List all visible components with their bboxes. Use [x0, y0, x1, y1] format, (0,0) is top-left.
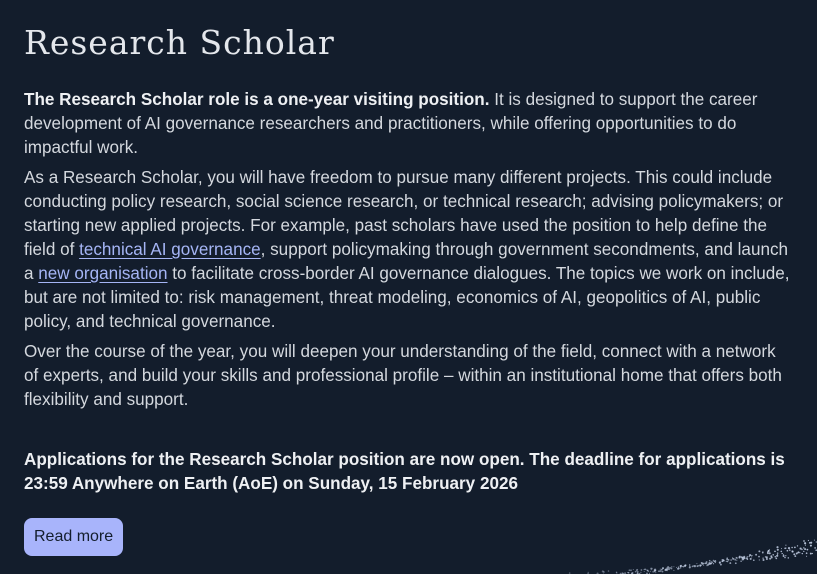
decorative-dot-pattern	[567, 529, 817, 574]
intro-paragraph	[24, 88, 794, 160]
intro-bold-text: The Research Scholar role is a one-year visiting position.	[24, 90, 490, 109]
page-title: Research Scholar	[24, 23, 335, 62]
development-paragraph: Over the course of the year, you will deepen your understanding of the field, connect with a network of experts, and build your skills and professional profile – within an institutional home that offers both flexibility and support.	[24, 342, 782, 409]
projects-text-3: to facilitate cross-border AI governance dialogues. The topics we work on include, but are not limited to: risk management, threat modeling, economics of AI, geopolitics of AI, public policy, and technical governance.	[24, 264, 790, 331]
new-organisation-link[interactable]: new organisation	[38, 264, 168, 283]
technical-ai-governance-link[interactable]: technical AI governance	[79, 240, 261, 259]
projects-paragraph	[24, 166, 794, 334]
read-more-button[interactable]: Read more	[24, 518, 123, 556]
applications-notice: Applications for the Research Scholar position are now open. The deadline for applications is 23:59 Anywhere on Earth (AoE) on Sunday, 15 February 2026	[24, 450, 785, 493]
main-content	[24, 22, 794, 556]
intro-text: It is designed to support the career development of AI governance researchers and practitioners, while offering opportunities to do impactful work.	[24, 90, 758, 157]
projects-text-1: As a Research Scholar, you will have freedom to pursue many different projects. This could include conducting policy research, social science research, or technical research; advising policymakers; or starting new applied projects. For example, past scholars have used the position to help define the field of	[24, 168, 784, 259]
projects-text-2: , support policymaking through government secondments, and launch a	[24, 240, 789, 283]
